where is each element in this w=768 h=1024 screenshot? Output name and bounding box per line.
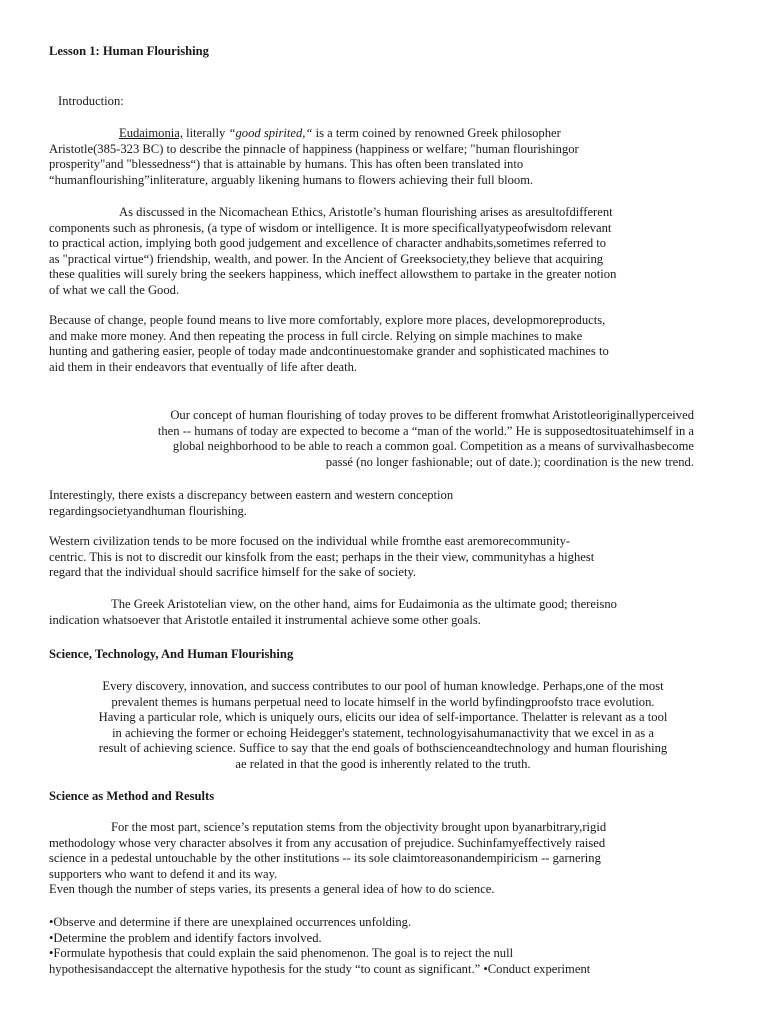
p2-line6: of what we call the Good. (49, 282, 180, 297)
paragraph-greek (49, 597, 729, 628)
p8-line4: in achieving the former or echoing Heidegger's statement, technologyisahumanactivity that we excel in as a (112, 725, 654, 740)
p1-line3: prosperity"and "blessedness“) that is attainable by humans. This has often been translated into (49, 157, 524, 172)
intro-label: Introduction: (58, 94, 124, 108)
p7-line1: The Greek Aristotelian view, on the other hand, aims for Eudaimonia as the ultimate good; thereisno (111, 597, 617, 611)
paragraph-science-reputation (49, 820, 729, 898)
paragraph-western (49, 534, 729, 581)
p5-line2: regardingsocietyandhuman flourishing. (49, 503, 247, 518)
list-item: •Formulate hypothesis that could explain the said phenomenon. The goal is to reject the null (49, 946, 514, 961)
paragraph-discovery (49, 679, 717, 773)
p6-line1: Western civilization tends to be more focused on the individual while fromthe east aremorecommunity- (49, 534, 571, 548)
p1-line2: Aristotle(385-323 BC) to describe the pinnacle of happiness (happiness or welfare; "human flourishingor (49, 141, 579, 156)
term-eudaimonia: Eudaimonia, (119, 126, 184, 140)
p7-line2: indication whatsoever that Aristotle entailed it instrumental achieve some other goals. (49, 612, 481, 627)
p3-line1: Because of change, people found means to live more comfortably, explore more places, developmoreproducts, (49, 313, 606, 327)
p9-line3: science in a pedestal untouchable by the other institutions -- its sole claimtoreasonandempiricism -- garnering (49, 851, 601, 866)
section-heading-science-method: Science as Method and Results (49, 789, 215, 803)
p4-line3: global neighborhood to be able to reach a common goal. Competition as a means of survivalhasbecome (172, 439, 694, 454)
list-item: •Determine the problem and identify factors involved. (49, 930, 322, 945)
p1-line4: “humanflourishing”inliterature, arguably likening humans to flowers achieving their full bloom. (49, 172, 534, 187)
text-line1-rest: is a term coined by renowned Greek philosopher (312, 126, 561, 140)
p6-line2: centric. This is not to discredit our kinsfolk from the east; perhaps in the their view, communityhas a highest (49, 549, 595, 564)
p8-line6: ae related in that the good is inherently related to the truth. (235, 756, 531, 771)
list-item: hypothesisandaccept the alternative hypothesis for the study “to count as significant.” •Conduct experiment (49, 961, 591, 976)
text-literally: literally (183, 126, 229, 140)
p5-line1: Interestingly, there exists a discrepancy between eastern and western conception (49, 488, 454, 502)
p4-line1: Our concept of human flourishing of today proves to be different fromwhat Aristotleoriginallyperceived (170, 408, 694, 422)
list-item: •Observe and determine if there are unexplained occurrences unfolding. (49, 915, 412, 929)
p8-line5: result of achieving science. Suffice to say that the end goals of bothscienceandtechnology and human flourishing (98, 741, 668, 756)
lesson-title: Lesson 1: Human Flourishing (49, 44, 209, 58)
p4-line4: passé (no longer fashionable; out of date.); coordination is the new trend. (325, 454, 694, 469)
p2-line5: these qualities will surely bring the seekers happiness, which ineffect allowsthem to partake in the greater notion (49, 267, 617, 282)
section-heading-science-technology: Science, Technology, And Human Flourishing (49, 647, 294, 661)
p8-line2: prevalent themes is humans perpetual need to locate himself in the world byfindingproofsto trace evolution. (111, 694, 655, 709)
p3-line3: hunting and gathering easier, people of today made andcontinuestomake grander and sophisticated machines to (49, 344, 609, 359)
p3-line4: aid them in their endeavors that eventually of life after death. (49, 359, 358, 374)
p9-line4: supporters who want to defend it and its way. (49, 866, 278, 881)
paragraph-eudaimonia (49, 126, 729, 188)
p9-line1: For the most part, science’s reputation stems from the objectivity brought upon byanarbitrary,rigid (111, 820, 607, 834)
paragraph-change (49, 313, 729, 375)
p8-line3: Having a particular role, which is uniquely ours, elicits our idea of self-importance. Thelatter is relevant as a tool (98, 710, 668, 725)
bullet-list-steps (49, 915, 729, 977)
paragraph-discrepancy (49, 488, 729, 519)
p2-line4: as "practical virtue“) friendship, wealth, and power. In the Ancient of Greeksociety,they believe that acquiring (49, 251, 604, 266)
p2-line2: components such as phronesis, (a type of wisdom or intelligence. It is more specificallyatypeofwisdom relevant (49, 220, 612, 235)
p9-line5: Even though the number of steps varies, its presents a general idea of how to do science. (49, 882, 495, 897)
p2-line1: As discussed in the Nicomachean Ethics, Aristotle’s human flourishing arises as aresultofdifferent (119, 205, 613, 219)
p8-line1: Every discovery, innovation, and success contributes to our pool of human knowledge. Perhaps,one of the most (102, 679, 664, 693)
p6-line3: regard that the individual should sacrifice himself for the sake of society. (49, 565, 417, 580)
quote-good-spirited: “good spirited,“ (228, 126, 313, 140)
paragraph-nicomachean (49, 205, 729, 299)
paragraph-concept (49, 408, 694, 470)
p2-line3: to practical action, implying both good judgement and excellence of character andhabits,sometimes referred to (49, 236, 607, 251)
p9-line2: methodology whose very character absolves it from any accusation of prejudice. Suchinfamyeffectively raised (49, 835, 606, 850)
p4-line2: then -- humans of today are expected to become a “man of the world.” He is supposedtosituatehimself in a (157, 423, 694, 438)
p3-line2: and make more money. And then repeating the process in full circle. Relying on simple machines to make (49, 328, 583, 343)
